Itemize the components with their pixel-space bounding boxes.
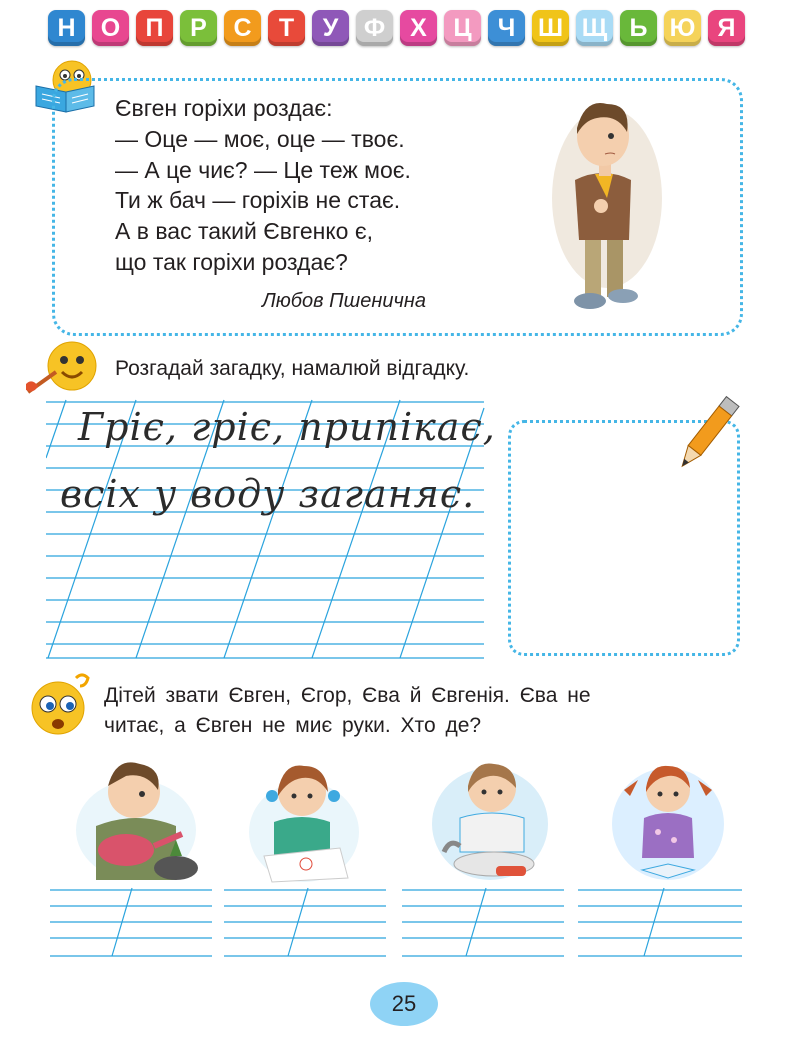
riddle-line-2: всіх у воду заганяє. bbox=[60, 472, 476, 516]
alphabet-letter-tile: Ф bbox=[356, 10, 393, 46]
page-number: 25 bbox=[370, 982, 438, 1026]
alphabet-letter-tile: П bbox=[136, 10, 173, 46]
alphabet-letter-tile: С bbox=[224, 10, 261, 46]
alphabet-letter-tile: Ь bbox=[620, 10, 657, 46]
alphabet-letter-tile: Я bbox=[708, 10, 745, 46]
poem-author: Любов Пшенична bbox=[262, 290, 426, 312]
poem-line: що так горіхи роздає? bbox=[115, 248, 348, 275]
alphabet-letter-tile: Т bbox=[268, 10, 305, 46]
riddle-instruction: Розгадай загадку, намалюй відгадку. bbox=[115, 357, 470, 380]
alphabet-letter-tile: Н bbox=[48, 10, 85, 46]
alphabet-letter-tile: Ю bbox=[664, 10, 701, 46]
alphabet-letter-tile: Х bbox=[400, 10, 437, 46]
alphabet-letter-tile: У bbox=[312, 10, 349, 46]
girl-reading-picture bbox=[608, 752, 726, 884]
girl-drawing-picture bbox=[244, 752, 364, 884]
painting-smiley-icon bbox=[24, 338, 104, 396]
alphabet-strip bbox=[48, 10, 748, 52]
poem-line: — Оце — моє, оце — твоє. bbox=[115, 125, 405, 152]
poem-line: Євген горіхи роздає: bbox=[115, 95, 333, 121]
task3-line-2: читає, а Євген не миє руки. Хто де? bbox=[104, 714, 482, 737]
alphabet-letter-tile: Щ bbox=[576, 10, 613, 46]
answer-lines[interactable] bbox=[46, 884, 746, 960]
alphabet-letter-tile: Ш bbox=[532, 10, 569, 46]
alphabet-letter-tile: Р bbox=[180, 10, 217, 46]
poem-line: Ти ж бач — горіхів не стає. bbox=[115, 187, 401, 214]
alphabet-letter-tile: О bbox=[92, 10, 129, 46]
boy-watering-plant-picture bbox=[66, 750, 206, 885]
poem-line: — А це чиє? — Це теж моє. bbox=[115, 156, 411, 183]
riddle-line-1: Гріє, гріє, припікає, bbox=[78, 405, 496, 449]
alphabet-letter-tile: Ц bbox=[444, 10, 481, 46]
alphabet-letter-tile: Ч bbox=[488, 10, 525, 46]
poem-text bbox=[115, 93, 411, 278]
boy-illustration bbox=[545, 88, 665, 320]
thinking-smiley-icon bbox=[24, 670, 96, 738]
pencil-icon bbox=[665, 392, 745, 482]
task3-line-1: Дітей звати Євген, Єгор, Єва й Євгенія. Єва не bbox=[104, 684, 591, 707]
boy-washing-hands-picture bbox=[430, 752, 550, 886]
poem-line: А в вас такий Євгенко є, bbox=[115, 218, 373, 245]
